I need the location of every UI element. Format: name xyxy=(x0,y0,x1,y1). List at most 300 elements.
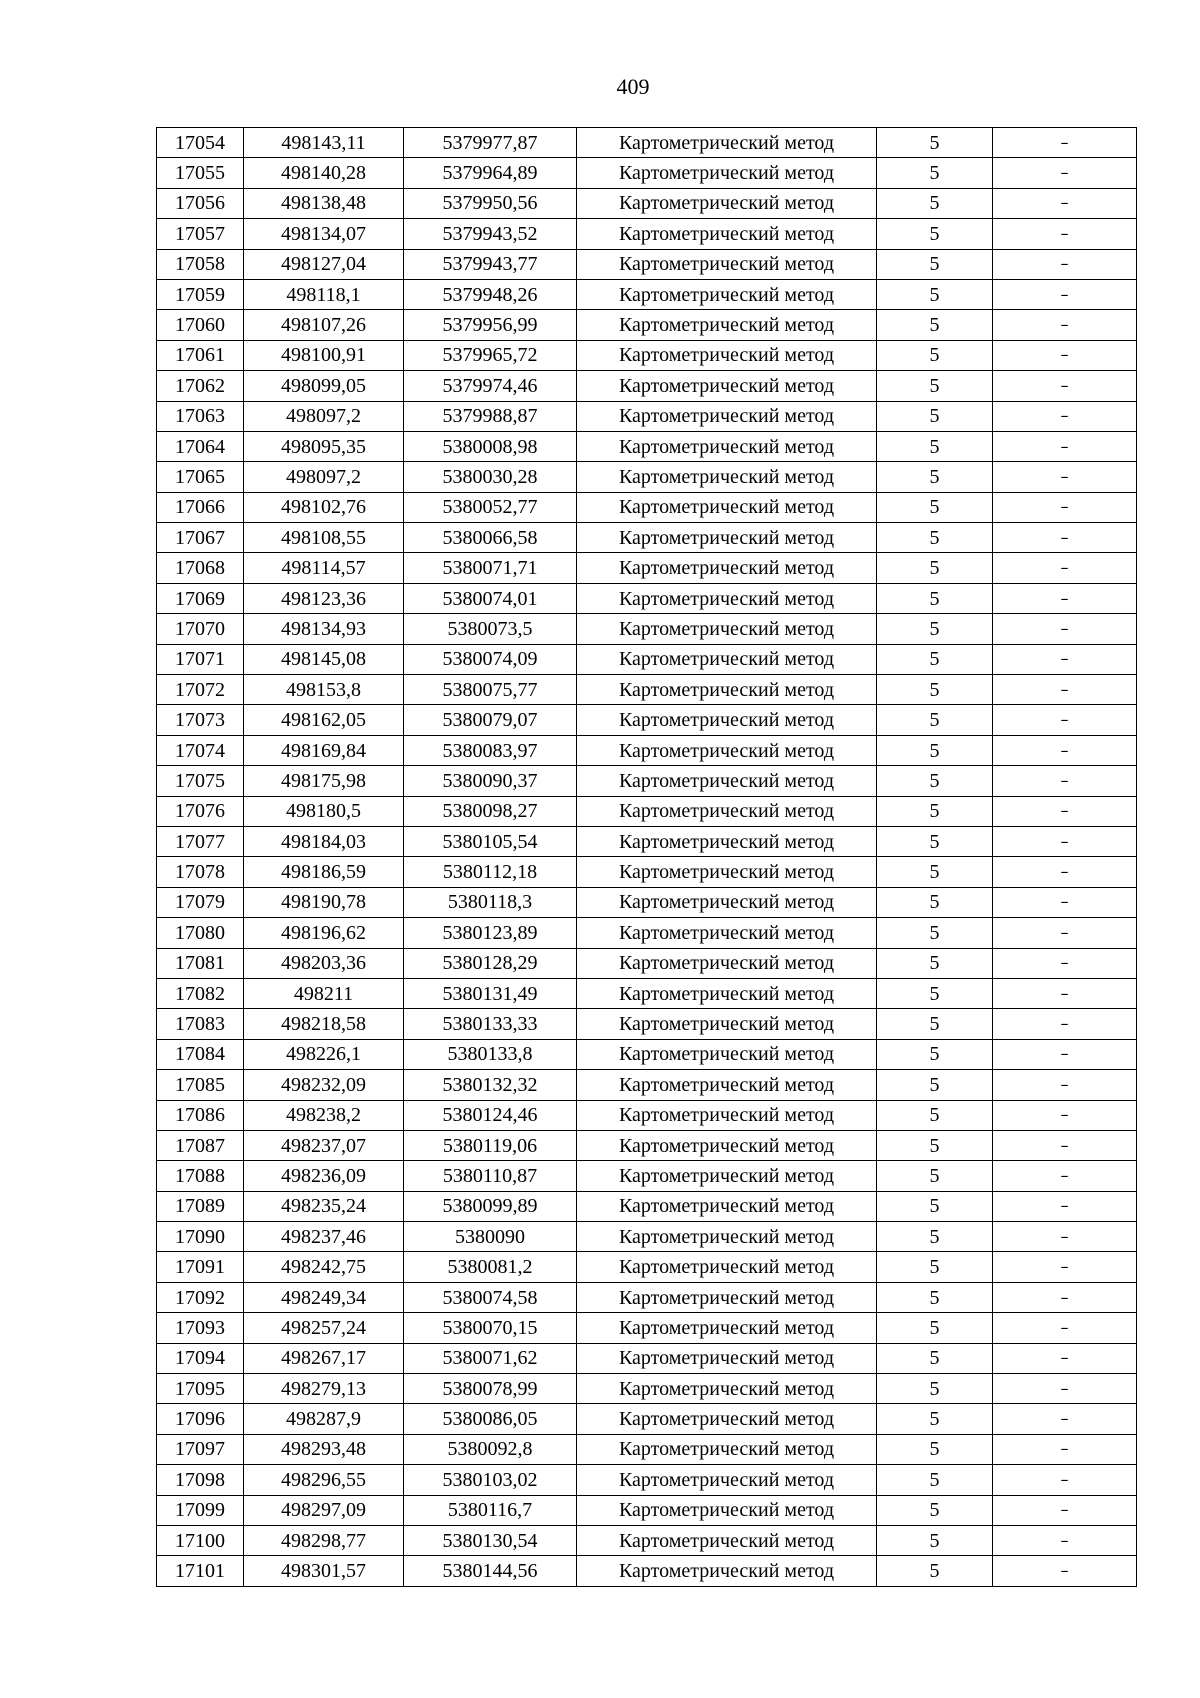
table-row xyxy=(157,553,1137,583)
x-coordinate-cell: 498134,93 xyxy=(244,614,404,644)
y-coordinate-cell: 5380078,99 xyxy=(404,1374,577,1404)
table-row xyxy=(157,675,1137,705)
note-cell: – xyxy=(993,948,1137,978)
precision-cell: 5 xyxy=(877,158,993,188)
y-coordinate-cell: 5380083,97 xyxy=(404,735,577,765)
x-coordinate-cell: 498293,48 xyxy=(244,1434,404,1464)
y-coordinate-cell: 5379950,56 xyxy=(404,188,577,218)
x-coordinate-cell: 498114,57 xyxy=(244,553,404,583)
table-row xyxy=(157,948,1137,978)
x-coordinate-cell: 498095,35 xyxy=(244,431,404,461)
note-cell: – xyxy=(993,675,1137,705)
y-coordinate-cell: 5380081,2 xyxy=(404,1252,577,1282)
point-number-cell: 17077 xyxy=(157,826,244,856)
note-cell: – xyxy=(993,462,1137,492)
precision-cell: 5 xyxy=(877,1039,993,1069)
precision-cell: 5 xyxy=(877,887,993,917)
y-coordinate-cell: 5379956,99 xyxy=(404,310,577,340)
coordinates-table-body xyxy=(157,128,1137,1587)
method-cell: Картометрический метод xyxy=(577,826,877,856)
y-coordinate-cell: 5379988,87 xyxy=(404,401,577,431)
point-number-cell: 17100 xyxy=(157,1525,244,1555)
y-coordinate-cell: 5380090,37 xyxy=(404,766,577,796)
x-coordinate-cell: 498301,57 xyxy=(244,1556,404,1586)
table-row xyxy=(157,614,1137,644)
method-cell: Картометрический метод xyxy=(577,492,877,522)
x-coordinate-cell: 498296,55 xyxy=(244,1465,404,1495)
y-coordinate-cell: 5379974,46 xyxy=(404,371,577,401)
table-row xyxy=(157,705,1137,735)
point-number-cell: 17075 xyxy=(157,766,244,796)
y-coordinate-cell: 5379948,26 xyxy=(404,279,577,309)
precision-cell: 5 xyxy=(877,826,993,856)
method-cell: Картометрический метод xyxy=(577,1313,877,1343)
y-coordinate-cell: 5380112,18 xyxy=(404,857,577,887)
x-coordinate-cell: 498180,5 xyxy=(244,796,404,826)
table-row xyxy=(157,249,1137,279)
precision-cell: 5 xyxy=(877,735,993,765)
table-row xyxy=(157,371,1137,401)
point-number-cell: 17096 xyxy=(157,1404,244,1434)
x-coordinate-cell: 498211 xyxy=(244,978,404,1008)
precision-cell: 5 xyxy=(877,1282,993,1312)
y-coordinate-cell: 5380130,54 xyxy=(404,1525,577,1555)
method-cell: Картометрический метод xyxy=(577,219,877,249)
precision-cell: 5 xyxy=(877,1161,993,1191)
method-cell: Картометрический метод xyxy=(577,158,877,188)
x-coordinate-cell: 498118,1 xyxy=(244,279,404,309)
precision-cell: 5 xyxy=(877,249,993,279)
method-cell: Картометрический метод xyxy=(577,857,877,887)
y-coordinate-cell: 5379965,72 xyxy=(404,340,577,370)
y-coordinate-cell: 5380133,33 xyxy=(404,1009,577,1039)
point-number-cell: 17062 xyxy=(157,371,244,401)
method-cell: Картометрический метод xyxy=(577,249,877,279)
method-cell: Картометрический метод xyxy=(577,796,877,826)
x-coordinate-cell: 498235,24 xyxy=(244,1191,404,1221)
precision-cell: 5 xyxy=(877,492,993,522)
note-cell: – xyxy=(993,401,1137,431)
x-coordinate-cell: 498138,48 xyxy=(244,188,404,218)
table-row xyxy=(157,735,1137,765)
y-coordinate-cell: 5380074,58 xyxy=(404,1282,577,1312)
note-cell: – xyxy=(993,614,1137,644)
note-cell: – xyxy=(993,766,1137,796)
method-cell: Картометрический метод xyxy=(577,614,877,644)
x-coordinate-cell: 498143,11 xyxy=(244,128,404,158)
precision-cell: 5 xyxy=(877,523,993,553)
y-coordinate-cell: 5379977,87 xyxy=(404,128,577,158)
note-cell: – xyxy=(993,128,1137,158)
y-coordinate-cell: 5380008,98 xyxy=(404,431,577,461)
point-number-cell: 17067 xyxy=(157,523,244,553)
note-cell: – xyxy=(993,1130,1137,1160)
method-cell: Картометрический метод xyxy=(577,887,877,917)
x-coordinate-cell: 498097,2 xyxy=(244,462,404,492)
method-cell: Картометрический метод xyxy=(577,735,877,765)
point-number-cell: 17072 xyxy=(157,675,244,705)
method-cell: Картометрический метод xyxy=(577,1556,877,1586)
y-coordinate-cell: 5380132,32 xyxy=(404,1070,577,1100)
note-cell: – xyxy=(993,219,1137,249)
table-row xyxy=(157,340,1137,370)
note-cell: – xyxy=(993,1191,1137,1221)
precision-cell: 5 xyxy=(877,1404,993,1434)
method-cell: Картометрический метод xyxy=(577,705,877,735)
precision-cell: 5 xyxy=(877,1556,993,1586)
precision-cell: 5 xyxy=(877,948,993,978)
x-coordinate-cell: 498287,9 xyxy=(244,1404,404,1434)
precision-cell: 5 xyxy=(877,371,993,401)
point-number-cell: 17094 xyxy=(157,1343,244,1373)
x-coordinate-cell: 498190,78 xyxy=(244,887,404,917)
precision-cell: 5 xyxy=(877,340,993,370)
y-coordinate-cell: 5380105,54 xyxy=(404,826,577,856)
precision-cell: 5 xyxy=(877,1495,993,1525)
table-row xyxy=(157,1313,1137,1343)
table-row xyxy=(157,1252,1137,1282)
y-coordinate-cell: 5380133,8 xyxy=(404,1039,577,1069)
precision-cell: 5 xyxy=(877,918,993,948)
y-coordinate-cell: 5380092,8 xyxy=(404,1434,577,1464)
table-row xyxy=(157,128,1137,158)
precision-cell: 5 xyxy=(877,1525,993,1555)
method-cell: Картометрический метод xyxy=(577,1252,877,1282)
table-row xyxy=(157,219,1137,249)
method-cell: Картометрический метод xyxy=(577,583,877,613)
y-coordinate-cell: 5380123,89 xyxy=(404,918,577,948)
point-number-cell: 17063 xyxy=(157,401,244,431)
method-cell: Картометрический метод xyxy=(577,401,877,431)
x-coordinate-cell: 498127,04 xyxy=(244,249,404,279)
method-cell: Картометрический метод xyxy=(577,1009,877,1039)
x-coordinate-cell: 498257,24 xyxy=(244,1313,404,1343)
table-row xyxy=(157,1556,1137,1586)
table-row xyxy=(157,1495,1137,1525)
note-cell: – xyxy=(993,523,1137,553)
method-cell: Картометрический метод xyxy=(577,675,877,705)
method-cell: Картометрический метод xyxy=(577,462,877,492)
point-number-cell: 17080 xyxy=(157,918,244,948)
note-cell: – xyxy=(993,279,1137,309)
method-cell: Картометрический метод xyxy=(577,128,877,158)
x-coordinate-cell: 498242,75 xyxy=(244,1252,404,1282)
precision-cell: 5 xyxy=(877,431,993,461)
precision-cell: 5 xyxy=(877,766,993,796)
method-cell: Картометрический метод xyxy=(577,1465,877,1495)
y-coordinate-cell: 5380066,58 xyxy=(404,523,577,553)
point-number-cell: 17097 xyxy=(157,1434,244,1464)
method-cell: Картометрический метод xyxy=(577,1282,877,1312)
note-cell: – xyxy=(993,887,1137,917)
precision-cell: 5 xyxy=(877,1465,993,1495)
x-coordinate-cell: 498226,1 xyxy=(244,1039,404,1069)
y-coordinate-cell: 5380090 xyxy=(404,1222,577,1252)
point-number-cell: 17101 xyxy=(157,1556,244,1586)
precision-cell: 5 xyxy=(877,857,993,887)
table-row xyxy=(157,1161,1137,1191)
x-coordinate-cell: 498099,05 xyxy=(244,371,404,401)
note-cell: – xyxy=(993,1495,1137,1525)
point-number-cell: 17086 xyxy=(157,1100,244,1130)
method-cell: Картометрический метод xyxy=(577,1100,877,1130)
precision-cell: 5 xyxy=(877,644,993,674)
method-cell: Картометрический метод xyxy=(577,279,877,309)
y-coordinate-cell: 5380118,3 xyxy=(404,887,577,917)
point-number-cell: 17074 xyxy=(157,735,244,765)
precision-cell: 5 xyxy=(877,1100,993,1130)
y-coordinate-cell: 5380128,29 xyxy=(404,948,577,978)
table-row xyxy=(157,1191,1137,1221)
point-number-cell: 17073 xyxy=(157,705,244,735)
y-coordinate-cell: 5380074,01 xyxy=(404,583,577,613)
point-number-cell: 17055 xyxy=(157,158,244,188)
note-cell: – xyxy=(993,918,1137,948)
x-coordinate-cell: 498279,13 xyxy=(244,1374,404,1404)
y-coordinate-cell: 5380073,5 xyxy=(404,614,577,644)
precision-cell: 5 xyxy=(877,705,993,735)
note-cell: – xyxy=(993,1100,1137,1130)
note-cell: – xyxy=(993,1009,1137,1039)
point-number-cell: 17068 xyxy=(157,553,244,583)
table-row xyxy=(157,978,1137,1008)
precision-cell: 5 xyxy=(877,1130,993,1160)
note-cell: – xyxy=(993,158,1137,188)
note-cell: – xyxy=(993,857,1137,887)
point-number-cell: 17092 xyxy=(157,1282,244,1312)
point-number-cell: 17066 xyxy=(157,492,244,522)
x-coordinate-cell: 498097,2 xyxy=(244,401,404,431)
x-coordinate-cell: 498184,03 xyxy=(244,826,404,856)
note-cell: – xyxy=(993,188,1137,218)
note-cell: – xyxy=(993,735,1137,765)
method-cell: Картометрический метод xyxy=(577,431,877,461)
y-coordinate-cell: 5380071,71 xyxy=(404,553,577,583)
x-coordinate-cell: 498267,17 xyxy=(244,1343,404,1373)
note-cell: – xyxy=(993,796,1137,826)
x-coordinate-cell: 498218,58 xyxy=(244,1009,404,1039)
note-cell: – xyxy=(993,553,1137,583)
point-number-cell: 17085 xyxy=(157,1070,244,1100)
y-coordinate-cell: 5380116,7 xyxy=(404,1495,577,1525)
y-coordinate-cell: 5380070,15 xyxy=(404,1313,577,1343)
point-number-cell: 17064 xyxy=(157,431,244,461)
y-coordinate-cell: 5380099,89 xyxy=(404,1191,577,1221)
x-coordinate-cell: 498107,26 xyxy=(244,310,404,340)
x-coordinate-cell: 498123,36 xyxy=(244,583,404,613)
point-number-cell: 17061 xyxy=(157,340,244,370)
note-cell: – xyxy=(993,1465,1137,1495)
precision-cell: 5 xyxy=(877,1222,993,1252)
y-coordinate-cell: 5380131,49 xyxy=(404,978,577,1008)
x-coordinate-cell: 498162,05 xyxy=(244,705,404,735)
point-number-cell: 17098 xyxy=(157,1465,244,1495)
method-cell: Картометрический метод xyxy=(577,553,877,583)
precision-cell: 5 xyxy=(877,796,993,826)
method-cell: Картометрический метод xyxy=(577,1434,877,1464)
point-number-cell: 17082 xyxy=(157,978,244,1008)
y-coordinate-cell: 5379943,52 xyxy=(404,219,577,249)
precision-cell: 5 xyxy=(877,310,993,340)
table-row xyxy=(157,857,1137,887)
point-number-cell: 17070 xyxy=(157,614,244,644)
x-coordinate-cell: 498297,09 xyxy=(244,1495,404,1525)
point-number-cell: 17079 xyxy=(157,887,244,917)
table-row xyxy=(157,1100,1137,1130)
note-cell: – xyxy=(993,644,1137,674)
method-cell: Картометрический метод xyxy=(577,1130,877,1160)
table-row xyxy=(157,188,1137,218)
point-number-cell: 17083 xyxy=(157,1009,244,1039)
method-cell: Картометрический метод xyxy=(577,1191,877,1221)
table-row xyxy=(157,1465,1137,1495)
precision-cell: 5 xyxy=(877,1434,993,1464)
table-row xyxy=(157,1525,1137,1555)
x-coordinate-cell: 498238,2 xyxy=(244,1100,404,1130)
x-coordinate-cell: 498298,77 xyxy=(244,1525,404,1555)
table-row xyxy=(157,887,1137,917)
point-number-cell: 17076 xyxy=(157,796,244,826)
method-cell: Картометрический метод xyxy=(577,188,877,218)
table-row xyxy=(157,431,1137,461)
table-row xyxy=(157,1343,1137,1373)
table-row xyxy=(157,1404,1137,1434)
note-cell: – xyxy=(993,431,1137,461)
note-cell: – xyxy=(993,371,1137,401)
point-number-cell: 17087 xyxy=(157,1130,244,1160)
point-number-cell: 17089 xyxy=(157,1191,244,1221)
note-cell: – xyxy=(993,826,1137,856)
y-coordinate-cell: 5380103,02 xyxy=(404,1465,577,1495)
precision-cell: 5 xyxy=(877,128,993,158)
method-cell: Картометрический метод xyxy=(577,310,877,340)
note-cell: – xyxy=(993,978,1137,1008)
precision-cell: 5 xyxy=(877,1009,993,1039)
x-coordinate-cell: 498169,84 xyxy=(244,735,404,765)
method-cell: Картометрический метод xyxy=(577,1404,877,1434)
point-number-cell: 17069 xyxy=(157,583,244,613)
table-row xyxy=(157,1374,1137,1404)
page-number: 409 xyxy=(616,74,650,99)
table-row xyxy=(157,826,1137,856)
note-cell: – xyxy=(993,1525,1137,1555)
table-row xyxy=(157,1009,1137,1039)
precision-cell: 5 xyxy=(877,583,993,613)
point-number-cell: 17099 xyxy=(157,1495,244,1525)
x-coordinate-cell: 498145,08 xyxy=(244,644,404,674)
point-number-cell: 17093 xyxy=(157,1313,244,1343)
y-coordinate-cell: 5380079,07 xyxy=(404,705,577,735)
note-cell: – xyxy=(993,1374,1137,1404)
table-row xyxy=(157,796,1137,826)
table-row xyxy=(157,310,1137,340)
point-number-cell: 17084 xyxy=(157,1039,244,1069)
table-row xyxy=(157,462,1137,492)
note-cell: – xyxy=(993,705,1137,735)
method-cell: Картометрический метод xyxy=(577,1161,877,1191)
precision-cell: 5 xyxy=(877,219,993,249)
x-coordinate-cell: 498232,09 xyxy=(244,1070,404,1100)
point-number-cell: 17065 xyxy=(157,462,244,492)
x-coordinate-cell: 498175,98 xyxy=(244,766,404,796)
y-coordinate-cell: 5380074,09 xyxy=(404,644,577,674)
note-cell: – xyxy=(993,1434,1137,1464)
x-coordinate-cell: 498203,36 xyxy=(244,948,404,978)
note-cell: – xyxy=(993,492,1137,522)
precision-cell: 5 xyxy=(877,1070,993,1100)
method-cell: Картометрический метод xyxy=(577,340,877,370)
method-cell: Картометрический метод xyxy=(577,1343,877,1373)
method-cell: Картометрический метод xyxy=(577,1525,877,1555)
x-coordinate-cell: 498102,76 xyxy=(244,492,404,522)
precision-cell: 5 xyxy=(877,188,993,218)
note-cell: – xyxy=(993,1282,1137,1312)
precision-cell: 5 xyxy=(877,1374,993,1404)
y-coordinate-cell: 5379943,77 xyxy=(404,249,577,279)
x-coordinate-cell: 498134,07 xyxy=(244,219,404,249)
point-number-cell: 17060 xyxy=(157,310,244,340)
y-coordinate-cell: 5380086,05 xyxy=(404,1404,577,1434)
x-coordinate-cell: 498237,07 xyxy=(244,1130,404,1160)
method-cell: Картометрический метод xyxy=(577,1495,877,1525)
point-number-cell: 17054 xyxy=(157,128,244,158)
point-number-cell: 17091 xyxy=(157,1252,244,1282)
note-cell: – xyxy=(993,1070,1137,1100)
note-cell: – xyxy=(993,1252,1137,1282)
note-cell: – xyxy=(993,583,1137,613)
note-cell: – xyxy=(993,1404,1137,1434)
y-coordinate-cell: 5380071,62 xyxy=(404,1343,577,1373)
precision-cell: 5 xyxy=(877,978,993,1008)
point-number-cell: 17088 xyxy=(157,1161,244,1191)
table-row xyxy=(157,583,1137,613)
point-number-cell: 17081 xyxy=(157,948,244,978)
coordinates-table xyxy=(156,127,1137,1587)
note-cell: – xyxy=(993,1343,1137,1373)
table-row xyxy=(157,1039,1137,1069)
y-coordinate-cell: 5380030,28 xyxy=(404,462,577,492)
note-cell: – xyxy=(993,249,1137,279)
y-coordinate-cell: 5380124,46 xyxy=(404,1100,577,1130)
precision-cell: 5 xyxy=(877,462,993,492)
table-row xyxy=(157,1282,1137,1312)
method-cell: Картометрический метод xyxy=(577,644,877,674)
table-row xyxy=(157,1070,1137,1100)
table-row xyxy=(157,1434,1137,1464)
method-cell: Картометрический метод xyxy=(577,523,877,553)
method-cell: Картометрический метод xyxy=(577,371,877,401)
y-coordinate-cell: 5380075,77 xyxy=(404,675,577,705)
precision-cell: 5 xyxy=(877,1252,993,1282)
table-row xyxy=(157,918,1137,948)
point-number-cell: 17095 xyxy=(157,1374,244,1404)
point-number-cell: 17058 xyxy=(157,249,244,279)
x-coordinate-cell: 498186,59 xyxy=(244,857,404,887)
note-cell: – xyxy=(993,340,1137,370)
x-coordinate-cell: 498100,91 xyxy=(244,340,404,370)
y-coordinate-cell: 5380052,77 xyxy=(404,492,577,522)
x-coordinate-cell: 498236,09 xyxy=(244,1161,404,1191)
note-cell: – xyxy=(993,1556,1137,1586)
method-cell: Картометрический метод xyxy=(577,1070,877,1100)
point-number-cell: 17057 xyxy=(157,219,244,249)
y-coordinate-cell: 5379964,89 xyxy=(404,158,577,188)
x-coordinate-cell: 498140,28 xyxy=(244,158,404,188)
table-row xyxy=(157,401,1137,431)
table-row xyxy=(157,492,1137,522)
precision-cell: 5 xyxy=(877,553,993,583)
precision-cell: 5 xyxy=(877,401,993,431)
